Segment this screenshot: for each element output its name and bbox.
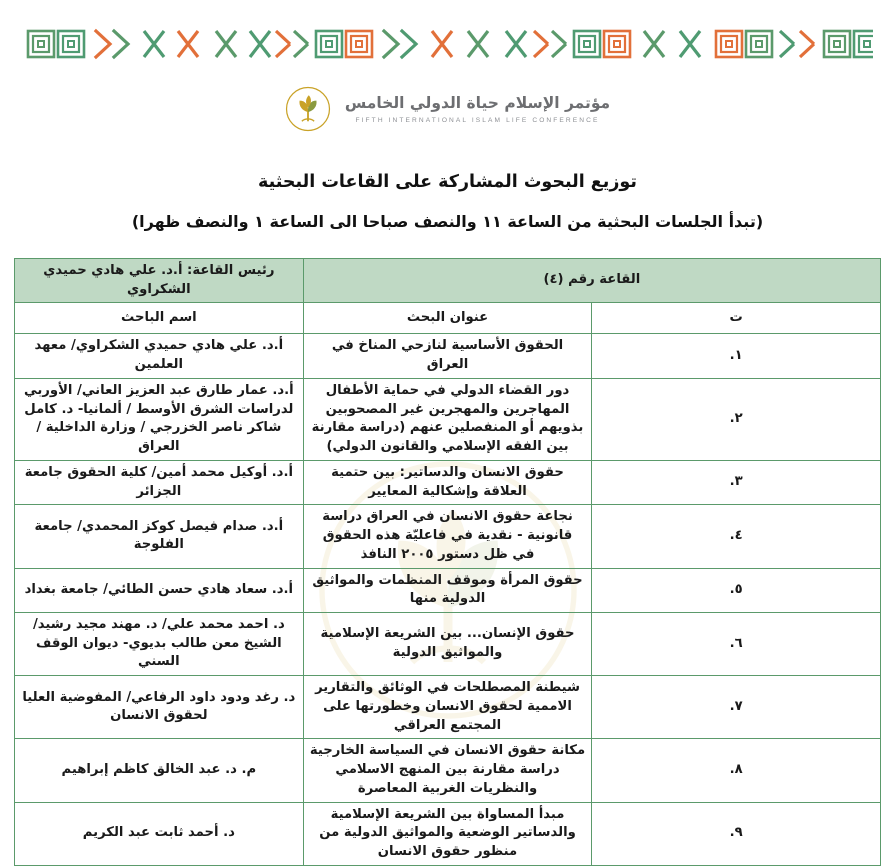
column-header-author: اسم الباحث [15, 303, 304, 334]
table-row [15, 613, 881, 676]
conference-title-arabic: مؤتمر الإسلام حياة الدولي الخامس [344, 94, 611, 113]
row-title: مكانة حقوق الانسان في السياسة الخارجية دراسة مقارنة بين المنهج الاسلامي والنظريات الغربية المعاصرة [303, 739, 592, 802]
row-num: ٩. [592, 802, 881, 865]
conference-title-english: FIFTH INTERNATIONAL ISLAM LIFE CONFERENCE [355, 116, 600, 124]
decorative-header-band [22, 18, 873, 70]
row-num: ٦. [592, 613, 881, 676]
row-title: حقوق المرأة وموقف المنظمات والمواثيق الدولية منها [303, 568, 592, 612]
page-subtitle: (تبدأ الجلسات البحثية من الساعة ١١ والنصف صباحا الى الساعة ١ والنصف ظهرا) [131, 212, 764, 231]
row-num: ١. [592, 334, 881, 378]
table-row [15, 568, 881, 612]
table-row [15, 676, 881, 739]
table-row [15, 802, 881, 865]
column-header-num: ت [592, 303, 881, 334]
row-title: حقوق الانسان والدساتير: بين حتمية العلاقة وإشكالية المعايير [303, 460, 592, 504]
row-title: نجاعة حقوق الانسان في العراق دراسة قانونية - نقدية في فاعليّة هذه الحقوق في ظل دستور ٢٠٠٥ النافذ [303, 505, 592, 568]
row-num: ٣. [592, 460, 881, 504]
row-title: مبدأ المساواة بين الشريعة الإسلامية والدساتير الوضعية والمواثيق الدولية من منظور حقوق الانسان [303, 802, 592, 865]
column-header-title: عنوان البحث [303, 303, 592, 334]
hall-chair-cell: رئيس القاعة: أ.د. علي هادي حميدي الشكراوي [15, 259, 304, 303]
hall-header-row [15, 259, 881, 303]
row-author: أ.د. علي هادي حميدي الشكراوي/ معهد العلمين [15, 334, 304, 378]
decorative-ornament-band [22, 18, 873, 70]
row-title: حقوق الإنسان... بين الشريعة الإسلامية والمواثيق الدولية [303, 613, 592, 676]
conference-logo-text [345, 94, 610, 123]
row-title: شيطنة المصطلحات في الوثائق والتقارير الاممية لحقوق الانسان وخطورتها على المجتمع العراقي [303, 676, 592, 739]
row-num: ٨. [592, 739, 881, 802]
table-head [15, 259, 881, 334]
table-row [15, 334, 881, 378]
table-row [15, 739, 881, 802]
table-row [15, 378, 881, 460]
row-author: د. أحمد ثابت عبد الكريم [15, 802, 304, 865]
row-author: أ.د. أوكيل محمد أمين/ كلية الحقوق جامعة الجزائر [15, 460, 304, 504]
row-title: دور القضاء الدولي في حماية الأطفال المهاجرين والمهجرين غير المصحوبين بذويهم أو المنفصلين عنهم (دراسة مقارنة بين الفقه الإسلامي والقانون الدولي) [303, 378, 592, 460]
page-title: توزيع البحوث المشاركة على القاعات البحثية [258, 172, 637, 192]
research-schedule-table-wrapper [14, 258, 881, 866]
tree-emblem-icon [285, 86, 331, 132]
conference-logo [0, 86, 895, 132]
row-num: ٥. [592, 568, 881, 612]
hall-number-cell: القاعة رقم (٤) [303, 259, 880, 303]
row-author: أ.د. صدام فيصل كوكز المحمدي/ جامعة الفلوجة [15, 505, 304, 568]
row-author: د. احمد محمد علي/ د. مهند مجيد رشيد/الشيخ معن طالب بديوي- ديوان الوقف السني [15, 613, 304, 676]
table-body [15, 334, 881, 865]
table-row [15, 505, 881, 568]
column-header-row [15, 303, 881, 334]
row-author: م. د. عبد الخالق كاظم إبراهيم [15, 739, 304, 802]
row-num: ٢. [592, 378, 881, 460]
row-author: أ.د. سعاد هادي حسن الطائي/ جامعة بغداد [15, 568, 304, 612]
table-row [15, 460, 881, 504]
row-num: ٤. [592, 505, 881, 568]
row-author: أ.د. عمار طارق عبد العزيز العاني/ الأوربي لدراسات الشرق الأوسط / ألمانيا- د. كامل شاكر ناصر الخزرجي / وزارة الداخلية / العراق [15, 378, 304, 460]
row-author: د. رغد ودود داود الرفاعي/ المفوضية العليا لحقوق الانسان [15, 676, 304, 739]
row-num: ٧. [592, 676, 881, 739]
row-title: الحقوق الأساسية لنازحي المناخ في العراق [303, 334, 592, 378]
research-schedule-table [14, 258, 881, 866]
